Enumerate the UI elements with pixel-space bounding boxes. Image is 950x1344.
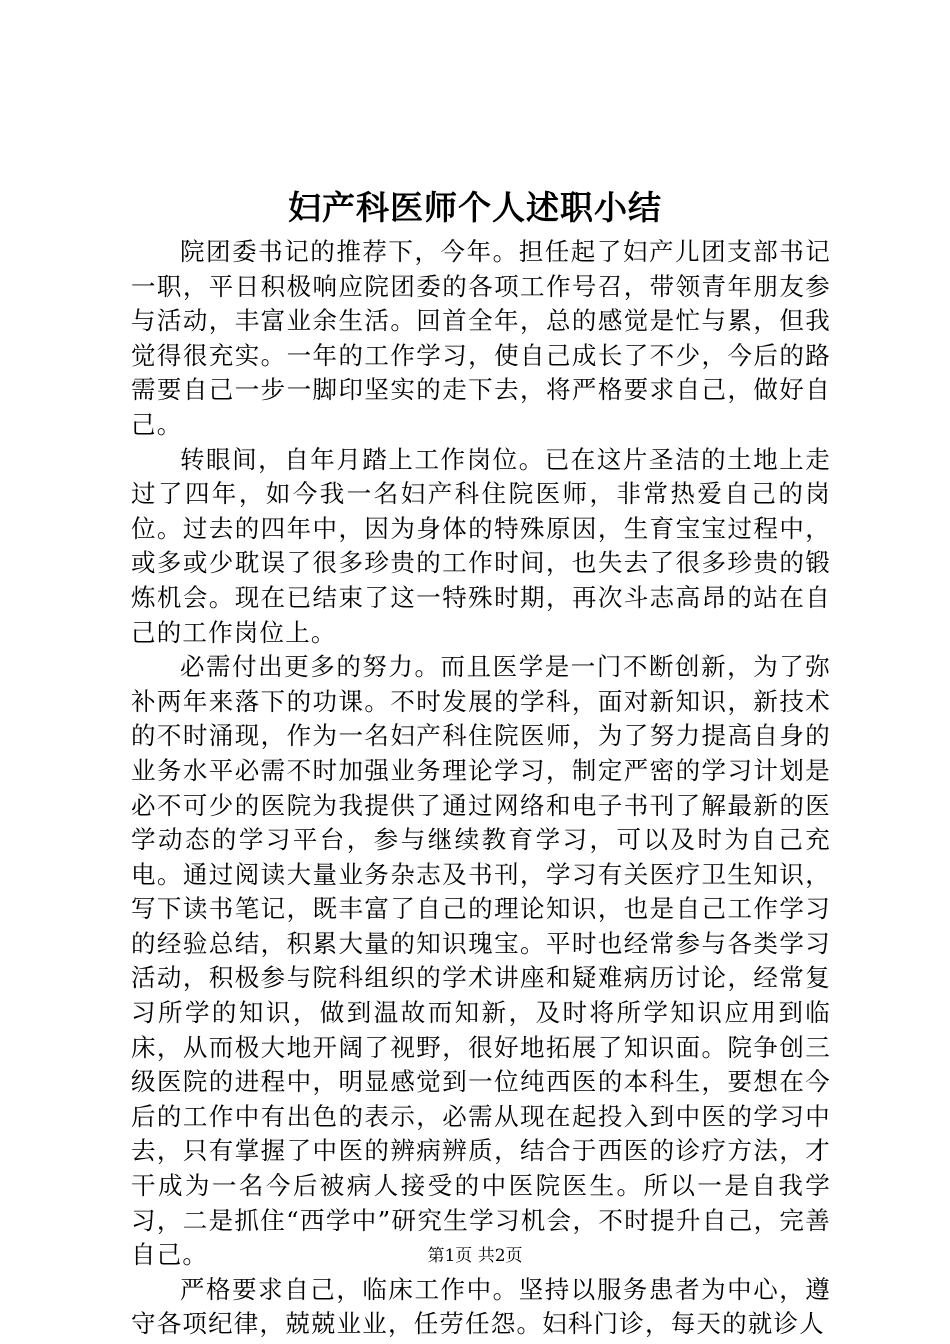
document-body — [131, 235, 831, 1342]
paragraph: 转眼间，自年月踏上工作岗位。已在这片圣洁的土地上走过了四年，如今我一名妇产科住院医师，非常热爱自己的岗位。过去的四年中，因为身体的特殊原因，生育宝宝过程中，或多或少耽误了很多珍贵的工作时间，也失去了很多珍贵的锻炼机会。现在已结束了这一特殊时期，再次斗志高昂的站在自己的工作岗位上。 — [131, 444, 831, 647]
page-number-footer: 第1页 共2页 — [427, 1246, 523, 1266]
paragraph: 必需付出更多的努力。而且医学是一门不断创新，为了弥补两年来落下的功课。不时发展的学科，面对新知识，新技术的不时涌现，作为一名妇产科住院医师，为了努力提高自身的业务水平必需不时加强业务理论学习，制定严密的学习计划是必不可少的医院为我提供了通过网络和电子书刊了解最新的医学动态的学习平台，参与继续教育学习，可以及时为自己充电。通过阅读大量业务杂志及书刊，学习有关医疗卫生知识，写下读书笔记，既丰富了自己的理论知识，也是自己工作学习的经验总结，积累大量的知识瑰宝。平时也经常参与各类学习活动，积极参与院科组织的学术讲座和疑难病历讨论，经常复习所学的知识，做到温故而知新，及时将所学知识应用到临床，从而极大地开阔了视野，很好地拓展了知识面。院争创三级医院的进程中，明显感觉到一位纯西医的本科生，要想在今后的工作中有出色的表示，必需从现在起投入到中医的学习中去，只有掌握了中医的辨病辨质，结合于西医的诊疗方法，才干成为一名今后被病人接受的中医院医生。所以一是自我学习，二是抓住“西学中”研究生学习机会，不时提升自己，完善自己。 — [131, 652, 831, 1270]
paragraph: 严格要求自己，临床工作中。坚持以服务患者为中心，遵守各项纪律，兢兢业业，任劳任怨。妇科门诊，每天的就诊人 — [131, 1274, 831, 1339]
paragraph: 院团委书记的推荐下，今年。担任起了妇产儿团支部书记一职，平日积极响应院团委的各项工作号召，带领青年朋友参与活动，丰富业余生活。回首全年，总的感觉是忙与累，但我觉得很充实。一年的工作学习，使自己成长了不少，今后的路需要自己一步一脚印坚实的走下去，将严格要求自己，做好自己。 — [131, 237, 831, 439]
document-title: 妇产科医师个人述职小结 — [288, 188, 662, 227]
